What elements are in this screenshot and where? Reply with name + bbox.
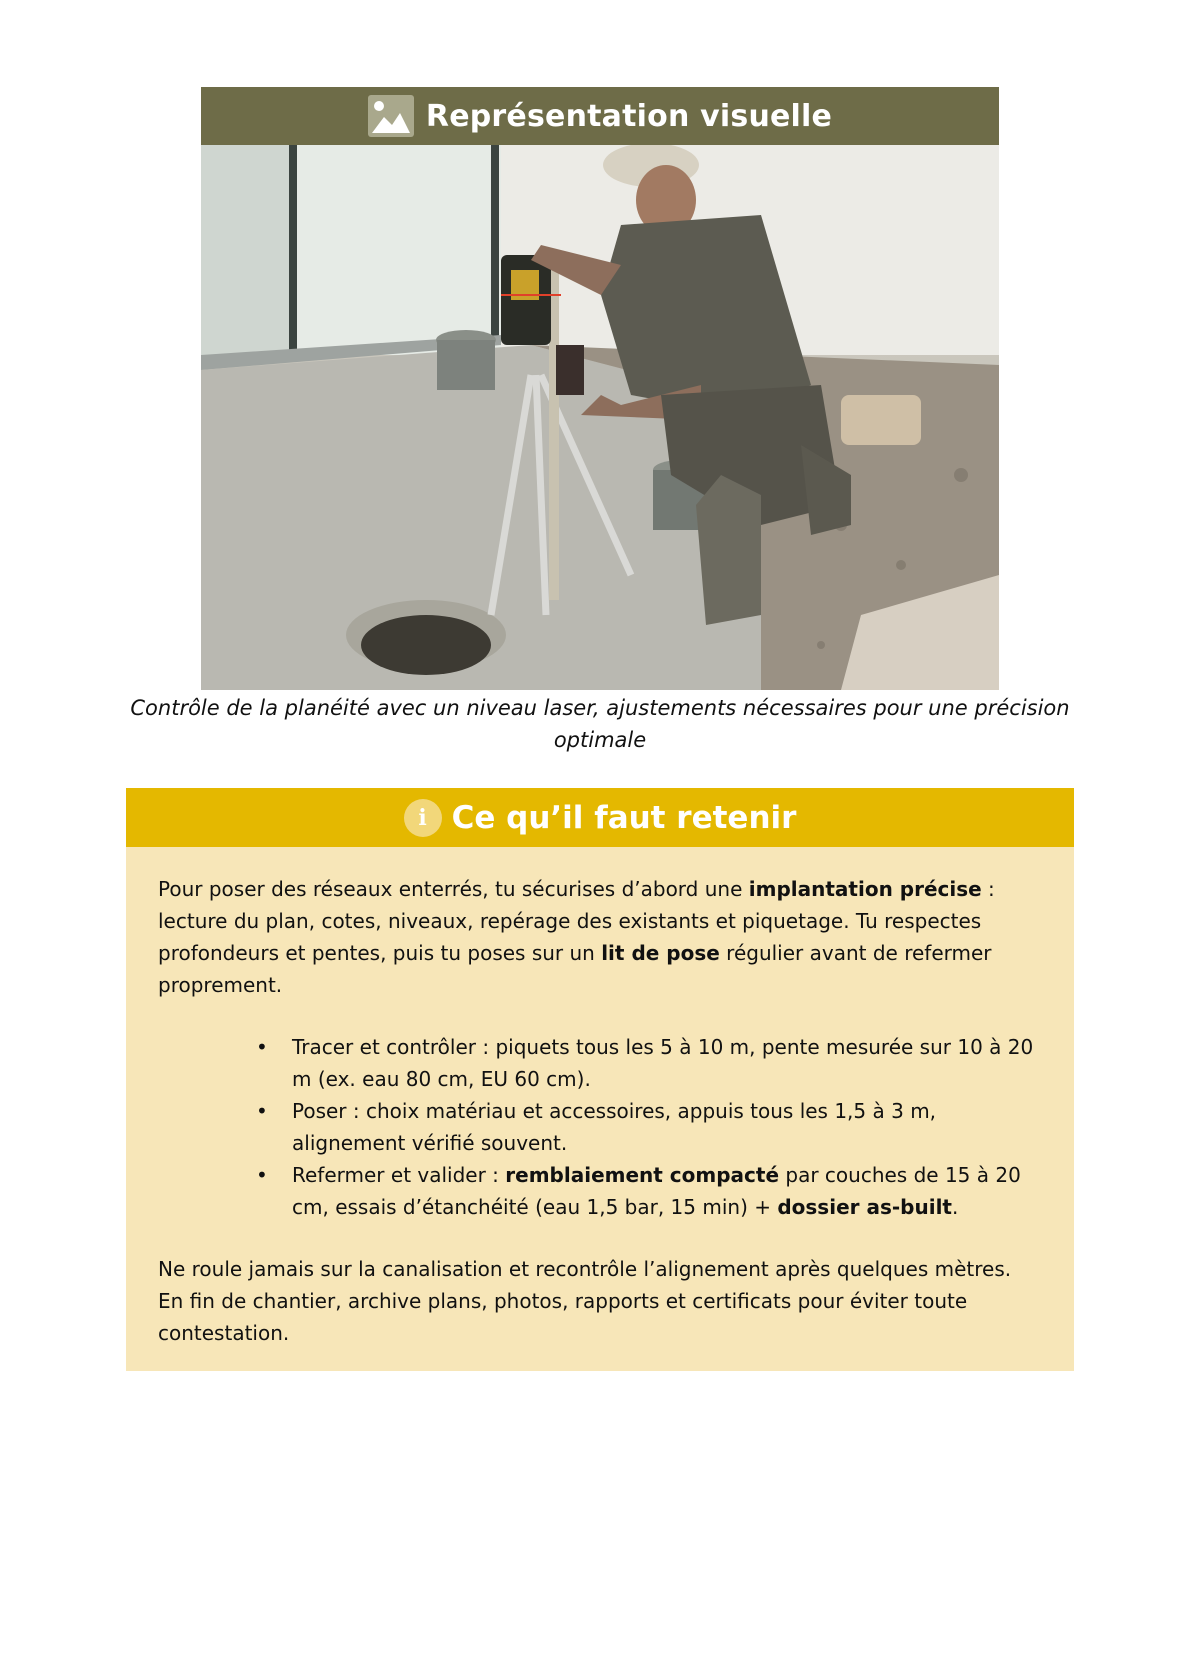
key-takeaways-box — [126, 788, 1074, 1371]
key-points-list — [158, 1031, 1042, 1223]
visual-representation-card — [201, 87, 999, 690]
image-icon — [368, 95, 414, 137]
list-item-text: Poser : choix matériau et accessoires, appuis tous les 1,5 à 3 m, alignement vérifié souvent. — [292, 1099, 937, 1155]
info-icon: i — [404, 799, 442, 837]
bold-remblaiement: remblaiement compacté — [505, 1163, 780, 1187]
list-item-text: . — [951, 1195, 959, 1219]
caption-line-2: optimale — [553, 728, 647, 752]
list-item — [256, 1159, 1042, 1223]
key-takeaways-body — [126, 847, 1074, 1371]
outro-paragraph: Ne roule jamais sur la canalisation et recontrôle l’alignement après quelques mètres. En fin de chantier, archive plans, photos, rapports et certificats pour éviter toute contestation. — [158, 1257, 1012, 1345]
key-takeaways-header — [126, 788, 1074, 847]
list-item — [256, 1095, 1042, 1159]
intro-text-3: régulier avant de refermer proprement. — [158, 941, 992, 997]
key-takeaways-title: Ce qu’il faut retenir — [451, 799, 797, 836]
list-item — [256, 1031, 1042, 1095]
laser-level-photo — [201, 145, 999, 690]
list-item-text: par couches de 15 à 20 cm, essais d’étanchéité (eau 1,5 bar, 15 min) + — [292, 1163, 1021, 1219]
bullet-icon: • — [256, 1163, 268, 1187]
bullet-icon: • — [256, 1099, 268, 1123]
visual-banner-title: Représentation visuelle — [425, 98, 833, 134]
bullet-icon: • — [256, 1035, 268, 1059]
bold-dossier-as-built: dossier as-built — [777, 1195, 952, 1219]
list-item-text: Refermer et valider : — [292, 1163, 506, 1187]
list-item-text: Tracer et contrôler : piquets tous les 5 à 10 m, pente mesurée sur 10 à 20 m (ex. eau 80 cm, EU 60 cm). — [292, 1035, 1034, 1091]
intro-paragraph — [158, 873, 1042, 1001]
visual-banner — [201, 87, 999, 145]
intro-bold-implantation: implantation précise — [748, 877, 982, 901]
intro-text-2: : lecture du plan, cotes, niveaux, repérage des existants et piquetage. Tu respectes profondeurs et pentes, puis tu poses sur un — [158, 877, 995, 965]
intro-bold-lit-de-pose: lit de pose — [601, 941, 720, 965]
intro-text-1: Pour poser des réseaux enterrés, tu sécurises d’abord une — [158, 877, 749, 901]
photo-caption — [110, 692, 1090, 756]
caption-line-1: Contrôle de la planéité avec un niveau laser, ajustements nécessaires pour une précision — [130, 696, 1070, 720]
